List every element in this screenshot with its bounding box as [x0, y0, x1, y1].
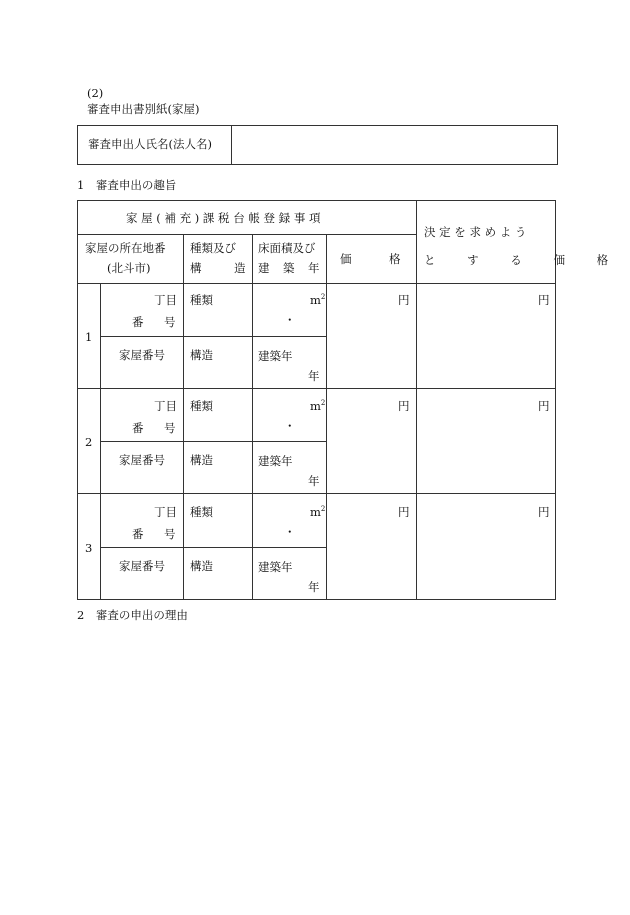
- area-unit: $m^2$: [310, 292, 326, 307]
- col-type-line2-a: 構: [190, 261, 202, 275]
- form-title: 審査申出書別紙(家屋): [87, 102, 200, 116]
- col-location-line2: (北斗市): [107, 261, 151, 275]
- chome-label: 丁目: [154, 505, 177, 519]
- col-area-line2-b: 築: [283, 261, 295, 275]
- area-decimal-dot: ・: [284, 525, 296, 539]
- price-unit: 円: [398, 293, 410, 307]
- row-number: 1: [85, 330, 93, 344]
- structure-label: 構造: [190, 348, 213, 362]
- row-number: 2: [85, 435, 93, 449]
- applicant-box: [77, 125, 558, 165]
- banchi-label-a: 番: [132, 527, 144, 541]
- decision-price-unit: 円: [538, 293, 550, 307]
- banchi-label-a: 番: [132, 315, 144, 329]
- type-label: 種類: [190, 399, 213, 413]
- built-year-label: 建築年: [258, 560, 293, 574]
- section1-heading: 1 審査申出の趣旨: [77, 178, 177, 192]
- col-type-line1: 種類及び: [190, 241, 236, 255]
- type-label: 種類: [190, 293, 213, 307]
- year-label: 年: [308, 369, 320, 383]
- area-unit: $m^2$: [310, 504, 326, 519]
- decision-price-unit: 円: [538, 505, 550, 519]
- area-unit: $m^2$: [310, 398, 326, 413]
- house-number-label: 家屋番号: [119, 559, 165, 573]
- banchi-label-b: 号: [164, 527, 176, 541]
- decision-header-line1: 決 定 を 求 め よ う: [424, 225, 527, 239]
- year-label: 年: [308, 580, 320, 594]
- applicant-label: 審査申出人氏名(法人名): [88, 137, 212, 151]
- built-year-label: 建築年: [258, 454, 293, 468]
- col-location-line1: 家屋の所在地番: [85, 241, 166, 255]
- chome-label: 丁目: [154, 293, 177, 307]
- col-price-a: 価: [340, 252, 352, 266]
- col-area-line2-a: 建: [258, 261, 270, 275]
- structure-label: 構造: [190, 559, 213, 573]
- row-number: 3: [85, 541, 93, 555]
- house-number-label: 家屋番号: [119, 348, 165, 362]
- col-type-line2-b: 造: [234, 261, 246, 275]
- price-unit: 円: [398, 505, 410, 519]
- form-number: (2): [87, 86, 104, 100]
- col-area-line1: 床面積及び: [258, 241, 316, 255]
- built-year-label: 建築年: [258, 349, 293, 363]
- house-number-label: 家屋番号: [119, 453, 165, 467]
- decision-price-unit: 円: [538, 399, 550, 413]
- banchi-label-b: 号: [164, 315, 176, 329]
- col-price-b: 格: [389, 252, 401, 266]
- col-area-line2-c: 年: [308, 261, 320, 275]
- decision-header-line2: と す る 価 格: [424, 253, 623, 267]
- section2-heading: 2 審査の申出の理由: [77, 608, 188, 622]
- registration-table: [77, 200, 623, 600]
- price-unit: 円: [398, 399, 410, 413]
- type-label: 種類: [190, 505, 213, 519]
- group-header: 家 屋 ( 補 充 ) 課 税 台 帳 登 録 事 項: [126, 211, 321, 225]
- structure-label: 構造: [190, 453, 213, 467]
- banchi-label-b: 号: [164, 421, 176, 435]
- year-label: 年: [308, 474, 320, 488]
- area-decimal-dot: ・: [284, 313, 296, 327]
- banchi-label-a: 番: [132, 421, 144, 435]
- chome-label: 丁目: [154, 399, 177, 413]
- area-decimal-dot: ・: [284, 419, 296, 433]
